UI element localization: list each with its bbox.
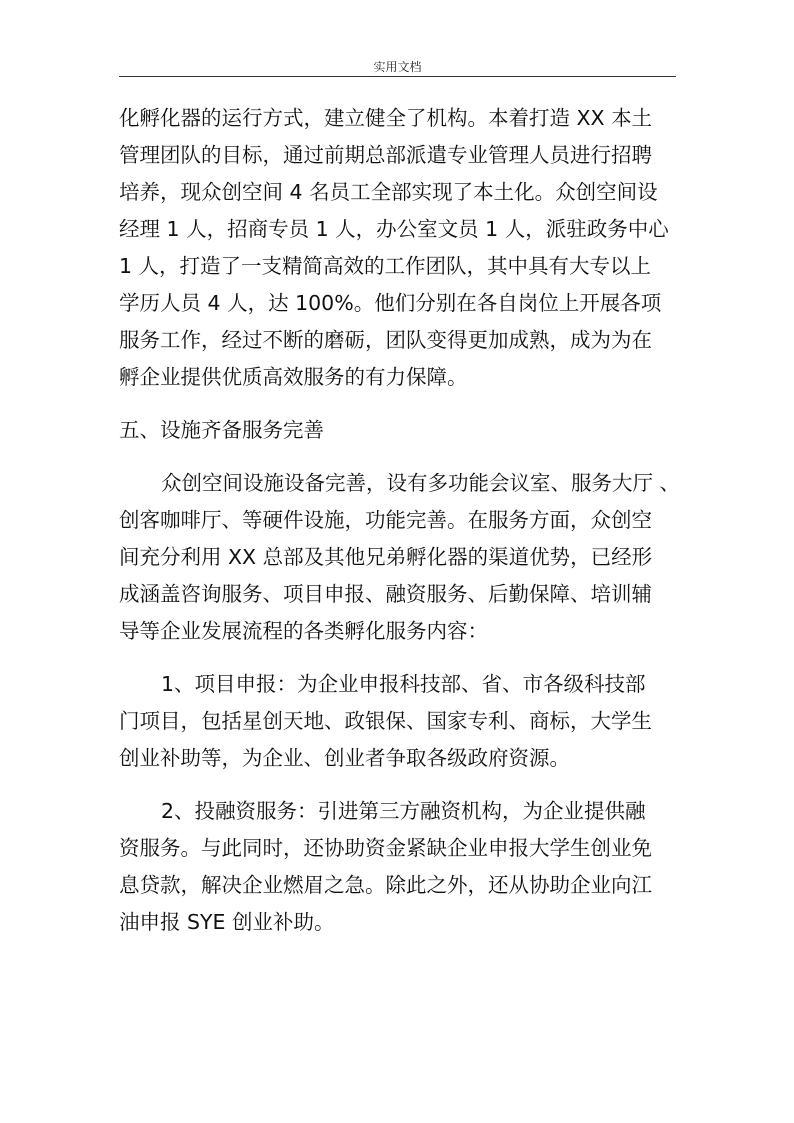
text-line: 1、项目申报：为企业申报科技部、省、市各级科技部 [161, 672, 646, 696]
text-line: 1 人，打造了一支精简高效的工作团队，其中具有大专以上 [119, 254, 652, 278]
paragraph-project-application [119, 666, 679, 777]
paragraph-financing [119, 793, 679, 941]
text-line: 服务工作，经过不断的磨砺，团队变得更加成熟，成为为在 [119, 328, 652, 352]
text-line: 化孵化器的运行方式，建立健全了机构。本着打造 XX 本土 [119, 106, 653, 130]
document-body [119, 100, 679, 941]
text-line: 2、投融资服务：引进第三方融资机构，为企业提供融 [161, 799, 646, 823]
paragraph-facilities [119, 465, 679, 650]
text-line: 间充分利用 XX 总部及其他兄弟孵化器的渠道优势，已经形 [119, 545, 653, 569]
text-line: 创客咖啡厅、等硬件设施，功能完善。在服务方面，众创空 [119, 508, 652, 532]
text-line: 创业补助等，为企业、创业者争取各级政府资源。 [119, 746, 570, 770]
text-line: 成涵盖咨询服务、项目申报、融资服务、后勤保障、培训辅 [119, 582, 652, 606]
text-line: 管理团队的目标，通过前期总部派遣专业管理人员进行招聘 [119, 143, 652, 167]
text-line: 息贷款，解决企业燃眉之急。除此之外，还从协助企业向江 [119, 873, 652, 897]
text-line: 导等企业发展流程的各类孵化服务内容： [119, 619, 488, 643]
text-line: 孵企业提供优质高效服务的有力保障。 [119, 365, 468, 389]
paragraph-staffing [119, 100, 679, 396]
heading-text: 五、设施齐备服务完善 [119, 418, 324, 442]
text-line: 资服务。与此同时，还协助资金紧缺企业申报大学生创业免 [119, 836, 652, 860]
text-line: 油申报 SYE 创业补助。 [119, 910, 335, 934]
text-line: 经理 1 人，招商专员 1 人，办公室文员 1 人，派驻政务中心 [119, 217, 669, 241]
header-title: 实用文档 [373, 60, 422, 74]
section-heading [119, 412, 679, 449]
page-header [119, 56, 676, 77]
text-line: 门项目，包括星创天地、政银保、国家专利、商标，大学生 [119, 709, 652, 733]
text-line: 众创空间设施设备完善，设有多功能会议室、服务大厅 、 [161, 471, 681, 495]
text-line: 学历人员 4 人，达 100%。他们分别在各自岗位上开展各项 [119, 291, 662, 315]
text-line: 培养，现众创空间 4 名员工全部实现了本土化。众创空间设 [119, 180, 658, 204]
